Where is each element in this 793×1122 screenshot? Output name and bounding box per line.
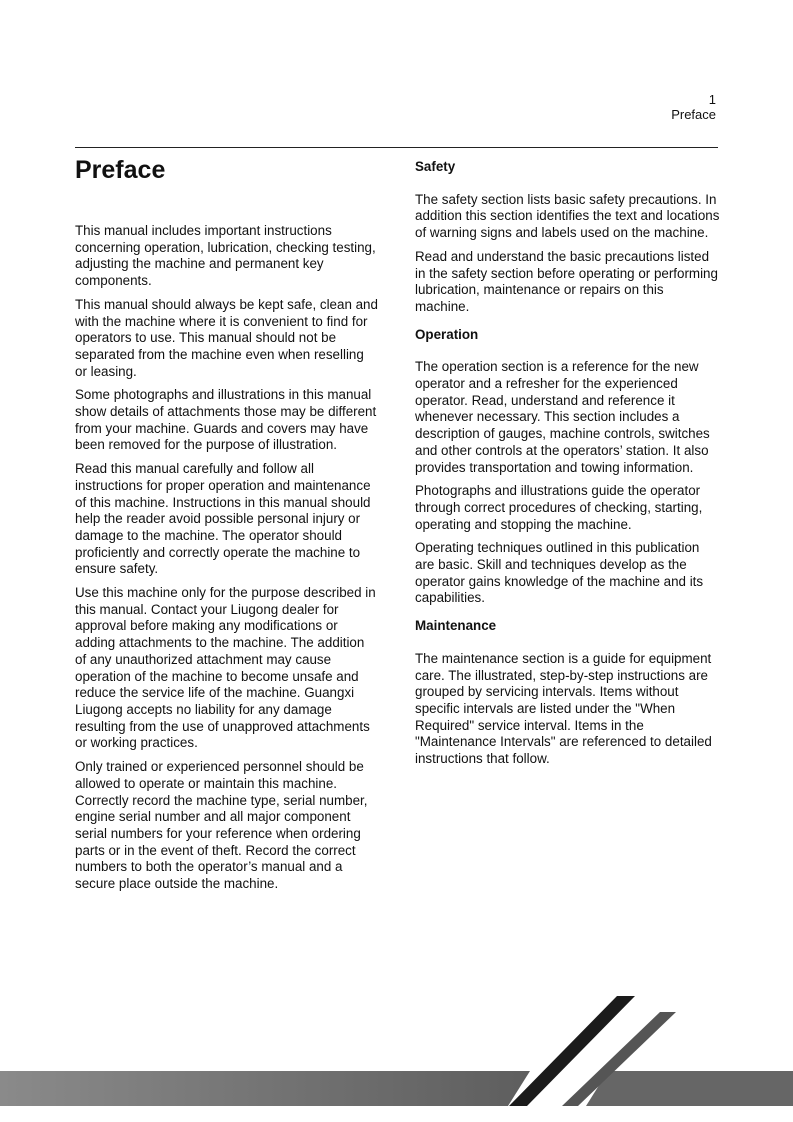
page-number: 1 [708,92,716,107]
header-section-name: Preface [671,107,716,122]
intro-paragraph: This manual includes important instructions concerning operation, lubrication, checking testing, adjusting the machine and permanent key components. [75,223,376,289]
operation-paragraph-1: The operation section is a reference for the new operator and a refresher for the experienced operator. Read, understand and reference it whenever necessary. This section includes a description of gauges, machine controls, switches and other controls at the operators’ station. It also provides transportation and towing information. [415,359,710,475]
gray-band-right [586,1071,793,1106]
read-manual-paragraph: Read this manual carefully and follow all instructions for proper operation and maintenance of this machine. Instructions in this manual should help the reader avoid possible personal injury or damage to the machine. The operator should proficiently and correctly operate the machine to ensure safety. [75,461,371,577]
right-column [415,159,721,775]
intended-use-paragraph: Use this machine only for the purpose described in this manual. Contact your Liugong dealer for approval before making any modifications or adding attachments to the machine. The addition of any unauthorized attachment may cause operation of the machine to become unsafe and reduce the service life of the machine. Guangxi Liugong accepts no liability for any damage resulting from the use of unapproved attachments or working practices. [75,585,376,751]
gray-band-left [0,1071,530,1106]
footer-stripe-graphic [0,992,793,1122]
left-column [75,223,378,900]
safety-paragraph-2: Read and understand the basic precautions listed in the safety section before operating or performing lubrication, maintenance or repairs on this machine. [415,248,718,314]
safety-paragraph-1: The safety section lists basic safety precautions. In addition this section identifies the text and locations of warning signs and labels used on the machine. [415,191,720,241]
operation-heading: Operation [415,326,479,342]
operation-paragraph-3: Operating techniques outlined in this publication are basic. Skill and techniques develop as the operator gains knowledge of the machine and its capabilities. [415,540,704,606]
personnel-paragraph: Only trained or experienced personnel should be allowed to operate or maintain this machine. Correctly record the machine type, serial number, engine serial number and all major component serial numbers for your reference when ordering parts or in the event of theft. Record the correct numbers to both the operator’s manual and a secure place outside the machine. [75,759,368,892]
maintenance-paragraph-1: The maintenance section is a guide for equipment care. The illustrated, step-by-step instructions are grouped by servicing intervals. Items without specific intervals are listed under the "When Required" service interval. Items in the "Maintenance Intervals" are referenced to detailed instructions that follow. [415,650,712,767]
page-title: Preface [75,156,166,184]
maintenance-heading: Maintenance [415,618,497,634]
header-rule [75,147,718,148]
operation-paragraph-2: Photographs and illustrations guide the operator through correct procedures of checking, starting, operating and stopping the machine. [415,483,703,532]
illustrations-paragraph: Some photographs and illustrations in this manual show details of attachments those may be different from your machine. Guards and covers may have been removed for the purpose of illustration. [75,387,377,453]
storage-paragraph: This manual should always be kept safe, clean and with the machine where it is convenient to find for operators to use. This manual should not be separated from the machine even when reselling or leasing. [75,296,378,379]
safety-heading: Safety [415,159,456,174]
